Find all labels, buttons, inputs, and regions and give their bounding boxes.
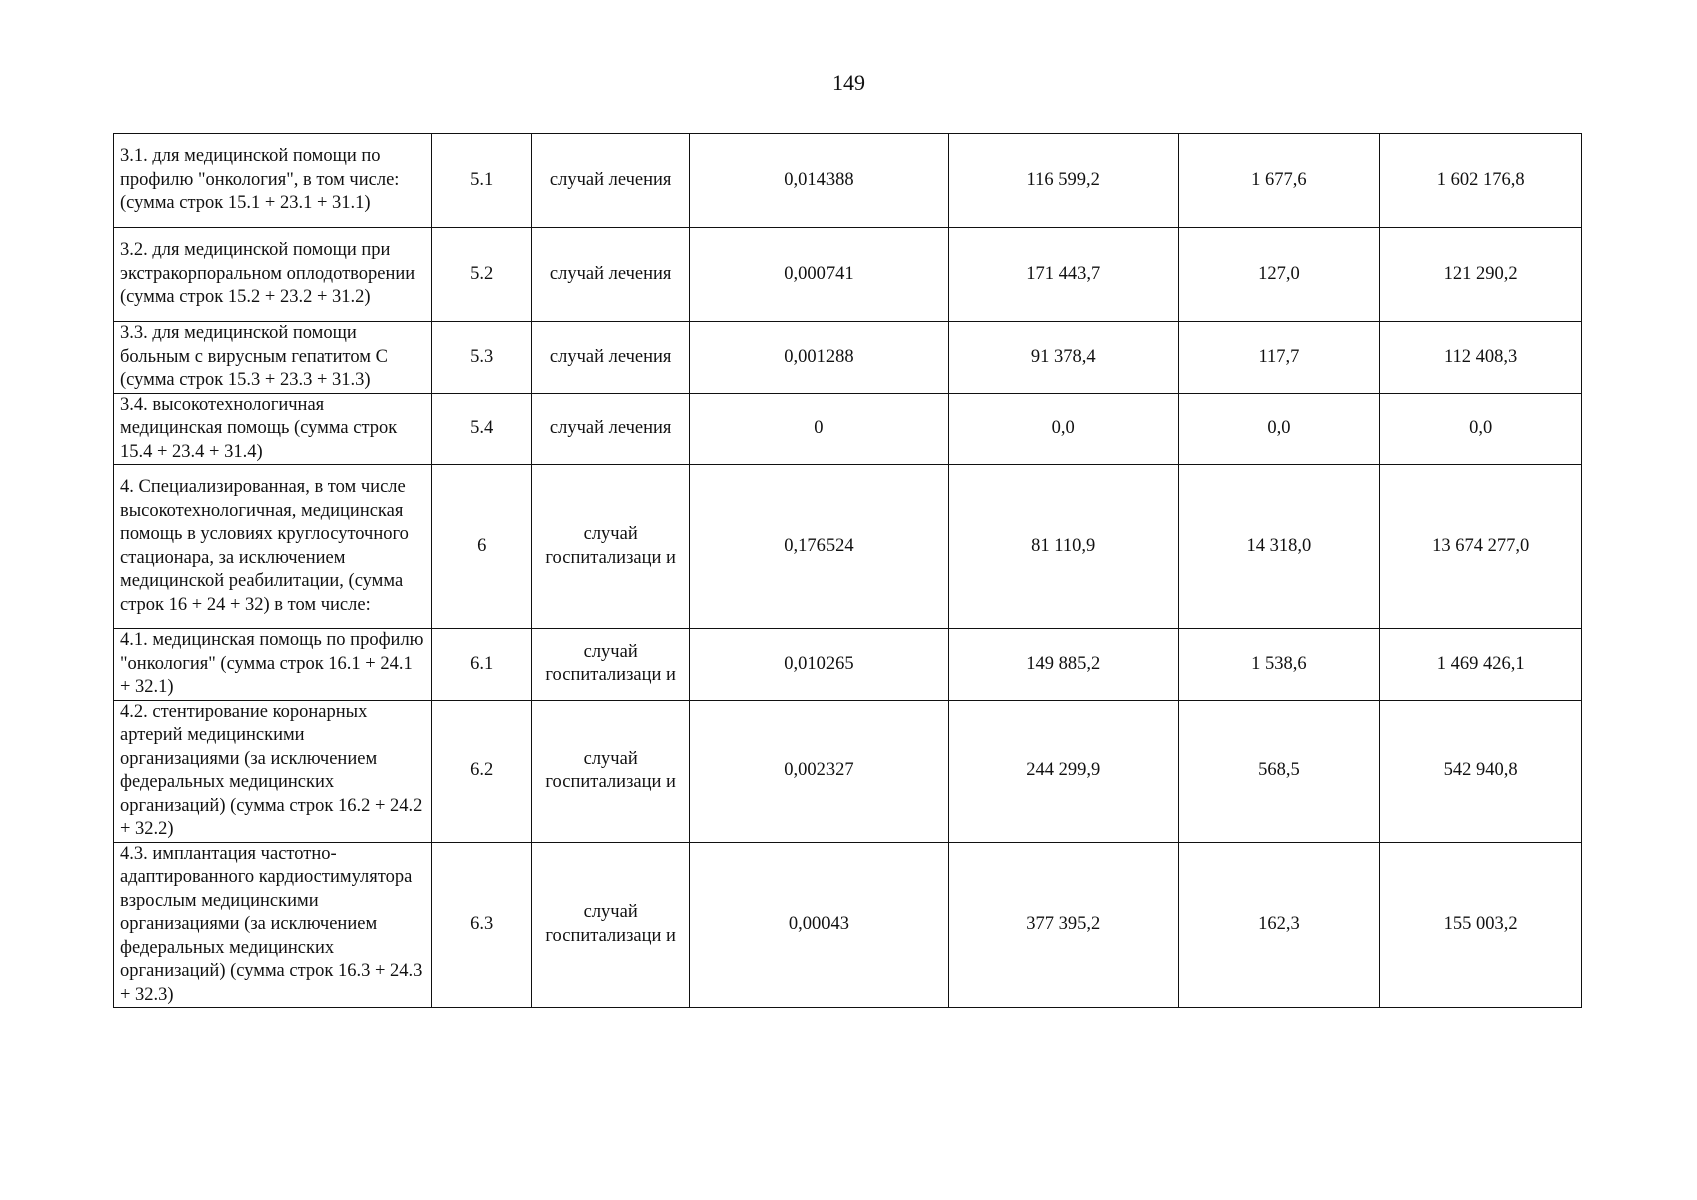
row-value-3: 162,3: [1178, 842, 1380, 1008]
table-row: [114, 322, 1582, 394]
row-code: 6.1: [432, 629, 532, 701]
row-unit: случай госпитализаци и: [532, 700, 690, 842]
row-value-4: 1 602 176,8: [1380, 134, 1582, 228]
row-name: 3.1. для медицинской помощи по профилю "онкология", в том числе: (сумма строк 15.1 + 23.1 + 31.1): [114, 134, 432, 228]
table-row: [114, 629, 1582, 701]
row-value-1: 0,00043: [689, 842, 948, 1008]
row-code: 5.2: [432, 228, 532, 322]
table-row: [114, 700, 1582, 842]
row-code: 5.1: [432, 134, 532, 228]
row-value-2: 81 110,9: [948, 465, 1178, 629]
row-value-1: 0: [689, 393, 948, 465]
row-unit: случай лечения: [532, 393, 690, 465]
row-unit: случай госпитализаци и: [532, 629, 690, 701]
row-unit: случай госпитализаци и: [532, 842, 690, 1008]
page-number: 149: [832, 70, 865, 95]
row-code: 6.2: [432, 700, 532, 842]
row-value-4: 1 469 426,1: [1380, 629, 1582, 701]
row-value-2: 149 885,2: [948, 629, 1178, 701]
row-name: 3.2. для медицинской помощи при экстракорпоральном оплодотворении (сумма строк 15.2 + 23.2 + 31.2): [114, 228, 432, 322]
row-value-3: 1 677,6: [1178, 134, 1380, 228]
row-value-4: 112 408,3: [1380, 322, 1582, 394]
row-name: 4.1. медицинская помощь по профилю "онкология" (сумма строк 16.1 + 24.1 + 32.1): [114, 629, 432, 701]
row-value-3: 117,7: [1178, 322, 1380, 394]
row-name: 3.3. для медицинской помощи больным с вирусным гепатитом С (сумма строк 15.3 + 23.3 + 31.3): [114, 322, 432, 394]
row-code: 6: [432, 465, 532, 629]
row-value-3: 568,5: [1178, 700, 1380, 842]
row-value-1: 0,001288: [689, 322, 948, 394]
row-value-2: 244 299,9: [948, 700, 1178, 842]
row-value-2: 91 378,4: [948, 322, 1178, 394]
row-value-1: 0,000741: [689, 228, 948, 322]
row-value-3: 0,0: [1178, 393, 1380, 465]
row-unit: случай лечения: [532, 322, 690, 394]
row-unit: случай лечения: [532, 134, 690, 228]
row-value-4: 0,0: [1380, 393, 1582, 465]
row-value-3: 1 538,6: [1178, 629, 1380, 701]
row-code: 6.3: [432, 842, 532, 1008]
table-row: [114, 134, 1582, 228]
row-name: 4.3. имплантация частотно-адаптированного кардиостимулятора взрослым медицинскими организациями (за исключением федеральных медицинских организаций) (сумма строк 16.3 + 24.3 + 32.3): [114, 842, 432, 1008]
row-value-1: 0,002327: [689, 700, 948, 842]
row-unit: случай лечения: [532, 228, 690, 322]
table-row: [114, 842, 1582, 1008]
row-value-3: 14 318,0: [1178, 465, 1380, 629]
row-value-3: 127,0: [1178, 228, 1380, 322]
row-value-2: 0,0: [948, 393, 1178, 465]
row-name: 3.4. высокотехнологичная медицинская помощь (сумма строк 15.4 + 23.4 + 31.4): [114, 393, 432, 465]
table-row: [114, 393, 1582, 465]
row-value-4: 155 003,2: [1380, 842, 1582, 1008]
row-value-1: 0,014388: [689, 134, 948, 228]
row-unit: случай госпитализаци и: [532, 465, 690, 629]
row-value-2: 116 599,2: [948, 134, 1178, 228]
row-value-1: 0,176524: [689, 465, 948, 629]
row-value-2: 377 395,2: [948, 842, 1178, 1008]
data-table: [113, 133, 1582, 1008]
row-code: 5.3: [432, 322, 532, 394]
row-value-4: 542 940,8: [1380, 700, 1582, 842]
row-name: 4. Специализированная, в том числе высокотехнологичная, медицинская помощь в условиях круглосуточного стационара, за исключением медицинской реабилитации, (сумма строк 16 + 24 + 32) в том числе:: [114, 465, 432, 629]
table-row: [114, 228, 1582, 322]
row-value-4: 121 290,2: [1380, 228, 1582, 322]
row-value-2: 171 443,7: [948, 228, 1178, 322]
row-value-4: 13 674 277,0: [1380, 465, 1582, 629]
table-row: [114, 465, 1582, 629]
row-value-1: 0,010265: [689, 629, 948, 701]
row-name: 4.2. стентирование коронарных артерий медицинскими организациями (за исключением федеральных медицинских организаций) (сумма строк 16.2 + 24.2 + 32.2): [114, 700, 432, 842]
row-code: 5.4: [432, 393, 532, 465]
